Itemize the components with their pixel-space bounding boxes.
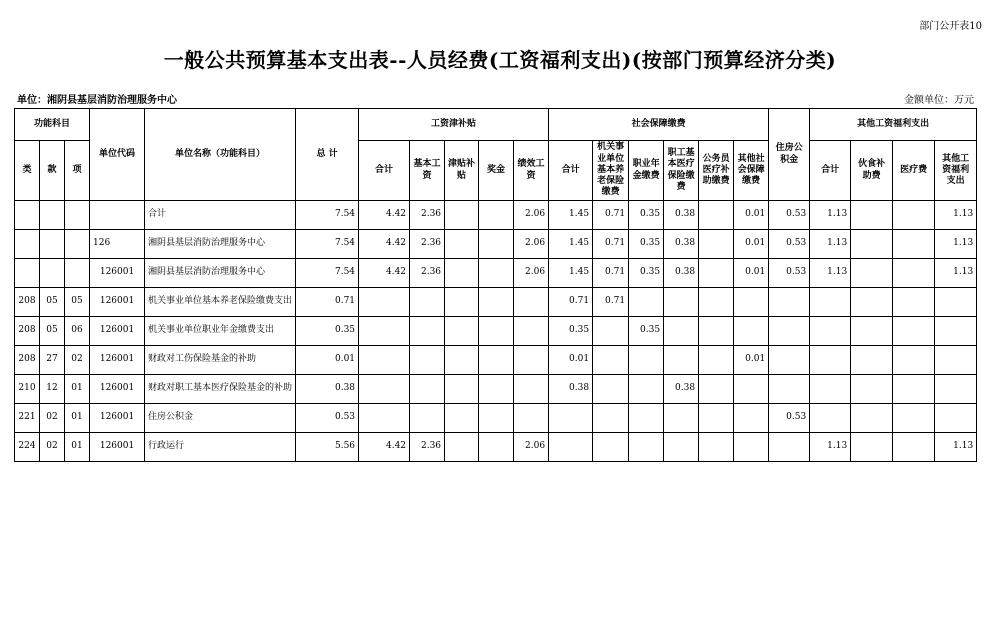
basic-wage-cell: 2.36 xyxy=(410,259,445,288)
performance-cell xyxy=(514,288,549,317)
xiang-cell xyxy=(65,201,90,230)
pension-cell xyxy=(593,375,629,404)
wage-subtotal-cell xyxy=(359,375,410,404)
table-row xyxy=(15,404,977,433)
annuity-cell: 0.35 xyxy=(629,259,664,288)
kuan-header: 款 xyxy=(40,141,65,201)
lei-cell: 208 xyxy=(15,346,40,375)
wage-subtotal-cell: 4.42 xyxy=(359,230,410,259)
annuity-cell xyxy=(629,288,664,317)
basic-wage-cell: 2.36 xyxy=(410,230,445,259)
other-social-cell: 0.01 xyxy=(734,230,769,259)
lei-cell: 221 xyxy=(15,404,40,433)
table-row xyxy=(15,201,977,230)
wage-subtotal-cell xyxy=(359,288,410,317)
other-social-cell: 0.01 xyxy=(734,346,769,375)
social-subtotal-cell: 0.38 xyxy=(549,375,593,404)
xiang-cell: 01 xyxy=(65,404,90,433)
lei-cell xyxy=(15,201,40,230)
allowance-cell xyxy=(445,433,479,462)
civil-medical-cell xyxy=(699,433,734,462)
other-welfare-cell: 1.13 xyxy=(935,201,977,230)
civil-medical-cell xyxy=(699,317,734,346)
bonus-cell xyxy=(479,288,514,317)
medical-fee-cell xyxy=(893,259,935,288)
other-subtotal-cell xyxy=(810,317,851,346)
kuan-cell: 02 xyxy=(40,433,65,462)
xiang-cell xyxy=(65,259,90,288)
pension-cell xyxy=(593,346,629,375)
social-subtotal-header: 合计 xyxy=(549,141,593,201)
meal-header: 伙食补助费 xyxy=(851,141,893,201)
other-welfare-cell xyxy=(935,346,977,375)
basic-wage-cell xyxy=(410,375,445,404)
allowance-cell xyxy=(445,346,479,375)
allowance-cell xyxy=(445,201,479,230)
lei-cell xyxy=(15,259,40,288)
other-subtotal-cell: 1.13 xyxy=(810,201,851,230)
medical-cell xyxy=(664,288,699,317)
bonus-cell xyxy=(479,375,514,404)
allowance-cell xyxy=(445,404,479,433)
meal-cell xyxy=(851,288,893,317)
total-cell: 0.35 xyxy=(296,317,359,346)
code-cell: 126001 xyxy=(90,317,145,346)
housing-header: 住房公积金 xyxy=(769,109,810,201)
allowance-cell xyxy=(445,288,479,317)
performance-cell: 2.06 xyxy=(514,433,549,462)
allowance-cell xyxy=(445,230,479,259)
medical-header: 职工基本医疗保险缴费 xyxy=(664,141,699,201)
lei-header: 类 xyxy=(15,141,40,201)
medical-cell xyxy=(664,317,699,346)
civil-medical-cell xyxy=(699,230,734,259)
kuan-cell xyxy=(40,259,65,288)
housing-cell xyxy=(769,288,810,317)
other-social-cell xyxy=(734,288,769,317)
medical-fee-cell xyxy=(893,346,935,375)
civil-medical-header: 公务员医疗补助缴费 xyxy=(699,141,734,201)
total-cell: 7.54 xyxy=(296,259,359,288)
annuity-cell xyxy=(629,433,664,462)
code-cell: 126001 xyxy=(90,404,145,433)
basic-wage-cell xyxy=(410,317,445,346)
performance-cell xyxy=(514,404,549,433)
unit-name-header: 单位名称（功能科目） xyxy=(145,109,296,201)
pension-header: 机关事业单位基本养老保险缴费 xyxy=(593,141,629,201)
name-cell: 合计 xyxy=(145,201,296,230)
other-social-cell xyxy=(734,404,769,433)
lei-cell xyxy=(15,230,40,259)
medical-cell xyxy=(664,433,699,462)
total-cell: 7.54 xyxy=(296,230,359,259)
amount-unit: 金额单位：万元 xyxy=(904,95,974,106)
medical-cell: 0.38 xyxy=(664,230,699,259)
bonus-cell xyxy=(479,230,514,259)
medical-cell: 0.38 xyxy=(664,201,699,230)
pension-cell xyxy=(593,404,629,433)
wage-group-header: 工资津补贴 xyxy=(359,109,549,141)
housing-cell xyxy=(769,317,810,346)
name-cell: 机关事业单位职业年金缴费支出 xyxy=(145,317,296,346)
meal-cell xyxy=(851,404,893,433)
other-social-cell xyxy=(734,375,769,404)
other-subtotal-cell xyxy=(810,404,851,433)
bonus-header: 奖金 xyxy=(479,141,514,201)
total-cell: 5.56 xyxy=(296,433,359,462)
page-title: 一般公共预算基本支出表--人员经费(工资福利支出)(按部门预算经济分类) xyxy=(163,48,837,72)
name-cell: 财政对职工基本医疗保险基金的补助 xyxy=(145,375,296,404)
total-header: 总 计 xyxy=(296,109,359,201)
total-cell: 0.01 xyxy=(296,346,359,375)
xiang-cell: 02 xyxy=(65,346,90,375)
reporting-unit: 单位：湘阴县基层消防治理服务中心 xyxy=(17,95,177,106)
performance-cell: 2.06 xyxy=(514,201,549,230)
meal-cell xyxy=(851,230,893,259)
civil-medical-cell xyxy=(699,259,734,288)
table-row xyxy=(15,288,977,317)
medical-fee-cell xyxy=(893,433,935,462)
meal-cell xyxy=(851,346,893,375)
civil-medical-cell xyxy=(699,375,734,404)
annuity-cell xyxy=(629,404,664,433)
kuan-cell: 05 xyxy=(40,317,65,346)
wage-subtotal-cell: 4.42 xyxy=(359,259,410,288)
social-subtotal-cell: 1.45 xyxy=(549,259,593,288)
performance-cell xyxy=(514,317,549,346)
other-welfare-header: 其他工资福利支出 xyxy=(935,141,977,201)
performance-cell xyxy=(514,346,549,375)
table-row xyxy=(15,317,977,346)
lei-cell: 208 xyxy=(15,288,40,317)
table-row xyxy=(15,346,977,375)
other-subtotal-cell xyxy=(810,375,851,404)
wage-subtotal-header: 合计 xyxy=(359,141,410,201)
table-row xyxy=(15,259,977,288)
wage-subtotal-cell: 4.42 xyxy=(359,433,410,462)
medical-fee-cell xyxy=(893,288,935,317)
other-subtotal-cell: 1.13 xyxy=(810,259,851,288)
other-welfare-cell xyxy=(935,404,977,433)
table-body xyxy=(15,201,977,462)
basic-wage-cell xyxy=(410,404,445,433)
kuan-cell: 02 xyxy=(40,404,65,433)
annuity-cell xyxy=(629,346,664,375)
kuan-cell: 12 xyxy=(40,375,65,404)
lei-cell: 224 xyxy=(15,433,40,462)
medical-fee-cell xyxy=(893,375,935,404)
social-subtotal-cell: 0.71 xyxy=(549,288,593,317)
table-row xyxy=(15,230,977,259)
pension-cell: 0.71 xyxy=(593,259,629,288)
social-subtotal-cell xyxy=(549,433,593,462)
table-row xyxy=(15,375,977,404)
medical-cell: 0.38 xyxy=(664,259,699,288)
bonus-cell xyxy=(479,317,514,346)
total-cell: 7.54 xyxy=(296,201,359,230)
housing-cell: 0.53 xyxy=(769,201,810,230)
kuan-cell: 27 xyxy=(40,346,65,375)
other-social-cell: 0.01 xyxy=(734,201,769,230)
pension-cell: 0.71 xyxy=(593,201,629,230)
annuity-cell: 0.35 xyxy=(629,230,664,259)
other-social-cell: 0.01 xyxy=(734,259,769,288)
xiang-cell xyxy=(65,230,90,259)
other-welfare-cell: 1.13 xyxy=(935,259,977,288)
medical-cell xyxy=(664,404,699,433)
basic-wage-cell xyxy=(410,288,445,317)
medical-fee-cell xyxy=(893,201,935,230)
annuity-cell: 0.35 xyxy=(629,201,664,230)
total-cell: 0.71 xyxy=(296,288,359,317)
bonus-cell xyxy=(479,404,514,433)
name-cell: 财政对工伤保险基金的补助 xyxy=(145,346,296,375)
xiang-cell: 06 xyxy=(65,317,90,346)
code-cell: 126001 xyxy=(90,288,145,317)
basic-wage-cell xyxy=(410,346,445,375)
name-cell: 行政运行 xyxy=(145,433,296,462)
total-cell: 0.38 xyxy=(296,375,359,404)
wage-subtotal-cell xyxy=(359,404,410,433)
name-cell: 湘阴县基层消防治理服务中心 xyxy=(145,230,296,259)
meal-cell xyxy=(851,259,893,288)
annuity-cell xyxy=(629,375,664,404)
name-cell: 湘阴县基层消防治理服务中心 xyxy=(145,259,296,288)
performance-cell xyxy=(514,375,549,404)
other-social-cell xyxy=(734,317,769,346)
table-row xyxy=(15,433,977,462)
budget-table xyxy=(14,108,977,462)
code-cell: 126001 xyxy=(90,259,145,288)
allowance-cell xyxy=(445,317,479,346)
other-group-header: 其他工资福利支出 xyxy=(810,109,977,141)
other-social-cell xyxy=(734,433,769,462)
kuan-cell xyxy=(40,201,65,230)
pension-cell: 0.71 xyxy=(593,288,629,317)
medical-fee-header: 医疗费 xyxy=(893,141,935,201)
other-welfare-cell: 1.13 xyxy=(935,230,977,259)
social-subtotal-cell: 1.45 xyxy=(549,230,593,259)
document-number: 部门公开表10 xyxy=(919,21,982,32)
allowance-header: 津贴补贴 xyxy=(445,141,479,201)
housing-cell: 0.53 xyxy=(769,404,810,433)
xiang-cell: 05 xyxy=(65,288,90,317)
other-subtotal-cell: 1.13 xyxy=(810,230,851,259)
other-subtotal-cell xyxy=(810,288,851,317)
wage-subtotal-cell: 4.42 xyxy=(359,201,410,230)
unit-code-header: 单位代码 xyxy=(90,109,145,201)
performance-cell: 2.06 xyxy=(514,259,549,288)
kuan-cell xyxy=(40,230,65,259)
other-social-header: 其他社会保障缴费 xyxy=(734,141,769,201)
xiang-cell: 01 xyxy=(65,375,90,404)
social-group-header: 社会保障缴费 xyxy=(549,109,769,141)
medical-fee-cell xyxy=(893,404,935,433)
social-subtotal-cell: 1.45 xyxy=(549,201,593,230)
code-cell: 126001 xyxy=(90,433,145,462)
civil-medical-cell xyxy=(699,346,734,375)
basic-wage-header: 基本工资 xyxy=(410,141,445,201)
medical-fee-cell xyxy=(893,317,935,346)
pension-cell xyxy=(593,433,629,462)
other-welfare-cell xyxy=(935,375,977,404)
meal-cell xyxy=(851,201,893,230)
xiang-header: 项 xyxy=(65,141,90,201)
code-cell: 126001 xyxy=(90,375,145,404)
other-welfare-cell xyxy=(935,317,977,346)
pension-cell: 0.71 xyxy=(593,230,629,259)
name-cell: 机关事业单位基本养老保险缴费支出 xyxy=(145,288,296,317)
allowance-cell xyxy=(445,259,479,288)
housing-cell xyxy=(769,433,810,462)
other-welfare-cell xyxy=(935,288,977,317)
housing-cell: 0.53 xyxy=(769,230,810,259)
name-cell: 住房公积金 xyxy=(145,404,296,433)
annuity-header: 职业年金缴费 xyxy=(629,141,664,201)
wage-subtotal-cell xyxy=(359,346,410,375)
lei-cell: 210 xyxy=(15,375,40,404)
medical-cell xyxy=(664,346,699,375)
other-welfare-cell: 1.13 xyxy=(935,433,977,462)
meal-cell xyxy=(851,433,893,462)
other-subtotal-cell: 1.13 xyxy=(810,433,851,462)
performance-cell: 2.06 xyxy=(514,230,549,259)
annuity-cell: 0.35 xyxy=(629,317,664,346)
meal-cell xyxy=(851,375,893,404)
lei-cell: 208 xyxy=(15,317,40,346)
basic-wage-cell: 2.36 xyxy=(410,201,445,230)
table-header xyxy=(15,109,977,201)
medical-cell: 0.38 xyxy=(664,375,699,404)
social-subtotal-cell xyxy=(549,404,593,433)
social-subtotal-cell: 0.01 xyxy=(549,346,593,375)
kuan-cell: 05 xyxy=(40,288,65,317)
medical-fee-cell xyxy=(893,230,935,259)
bonus-cell xyxy=(479,201,514,230)
code-cell xyxy=(90,201,145,230)
civil-medical-cell xyxy=(699,201,734,230)
meal-cell xyxy=(851,317,893,346)
xiang-cell: 01 xyxy=(65,433,90,462)
social-subtotal-cell: 0.35 xyxy=(549,317,593,346)
bonus-cell xyxy=(479,346,514,375)
bonus-cell xyxy=(479,259,514,288)
housing-cell xyxy=(769,346,810,375)
allowance-cell xyxy=(445,375,479,404)
housing-cell xyxy=(769,375,810,404)
civil-medical-cell xyxy=(699,404,734,433)
civil-medical-cell xyxy=(699,288,734,317)
housing-cell: 0.53 xyxy=(769,259,810,288)
pension-cell xyxy=(593,317,629,346)
func-subject-header: 功能科目 xyxy=(15,109,90,141)
basic-wage-cell: 2.36 xyxy=(410,433,445,462)
other-subtotal-header: 合计 xyxy=(810,141,851,201)
total-cell: 0.53 xyxy=(296,404,359,433)
other-subtotal-cell xyxy=(810,346,851,375)
performance-header: 绩效工资 xyxy=(514,141,549,201)
code-cell: 126001 xyxy=(90,346,145,375)
wage-subtotal-cell xyxy=(359,317,410,346)
bonus-cell xyxy=(479,433,514,462)
code-cell: 126 xyxy=(90,230,145,259)
